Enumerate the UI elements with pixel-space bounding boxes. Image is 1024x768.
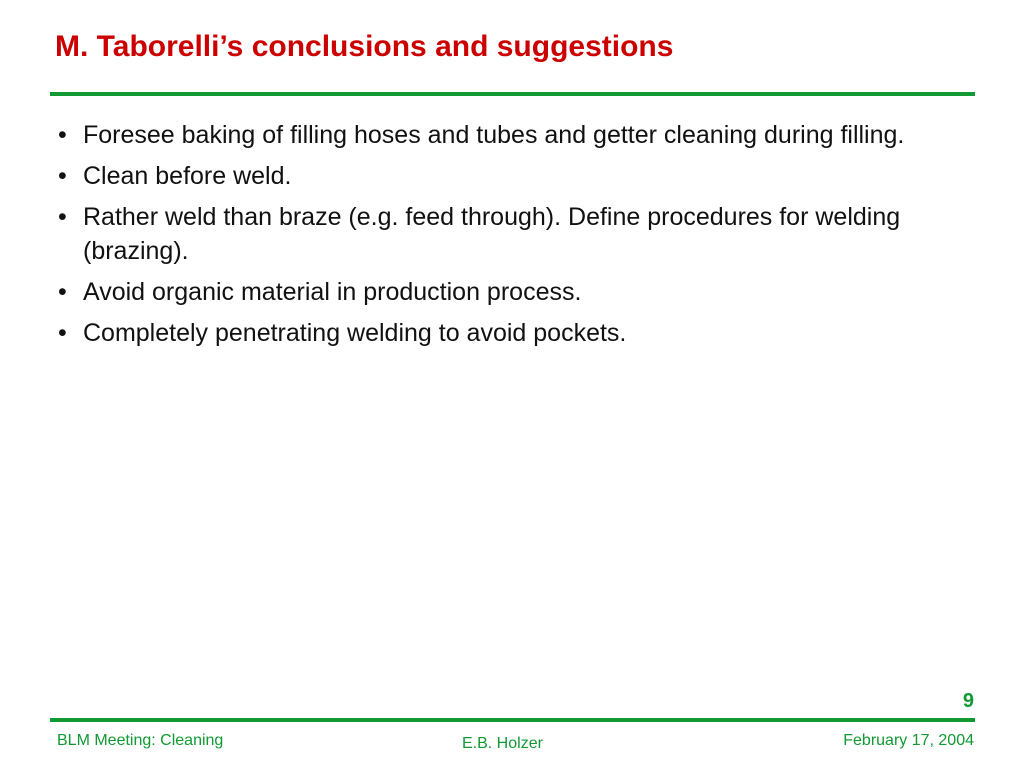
bullet-text: Completely penetrating welding to avoid pockets. [83, 319, 627, 347]
bullet-item [58, 159, 958, 193]
bullet-item [58, 200, 958, 268]
bullet-text: Foresee baking of filling hoses and tubes and getter cleaning during filling. [83, 121, 905, 149]
title-divider [50, 92, 975, 96]
footer-meeting: BLM Meeting: Cleaning [57, 732, 224, 749]
slide-title: M. Taborelli’s conclusions and suggestions [55, 30, 674, 63]
bullet-text: Rather weld than braze (e.g. feed through). Define procedures for welding (brazing). [83, 203, 901, 265]
bullet-marker: • [58, 121, 67, 149]
bullet-marker: • [58, 319, 67, 347]
footer-divider [50, 718, 975, 722]
bullet-list [58, 118, 958, 357]
bullet-marker: • [58, 278, 67, 306]
footer-author: E.B. Holzer [462, 735, 543, 752]
footer-date: February 17, 2004 [843, 732, 974, 749]
bullet-item [58, 118, 958, 152]
bullet-text: Avoid organic material in production process. [83, 278, 582, 306]
bullet-marker: • [58, 203, 67, 231]
page-number: 9 [962, 690, 974, 712]
bullet-text: Clean before weld. [83, 162, 292, 190]
bullet-marker: • [58, 162, 67, 190]
bullet-item [58, 275, 958, 309]
bullet-item [58, 316, 958, 350]
